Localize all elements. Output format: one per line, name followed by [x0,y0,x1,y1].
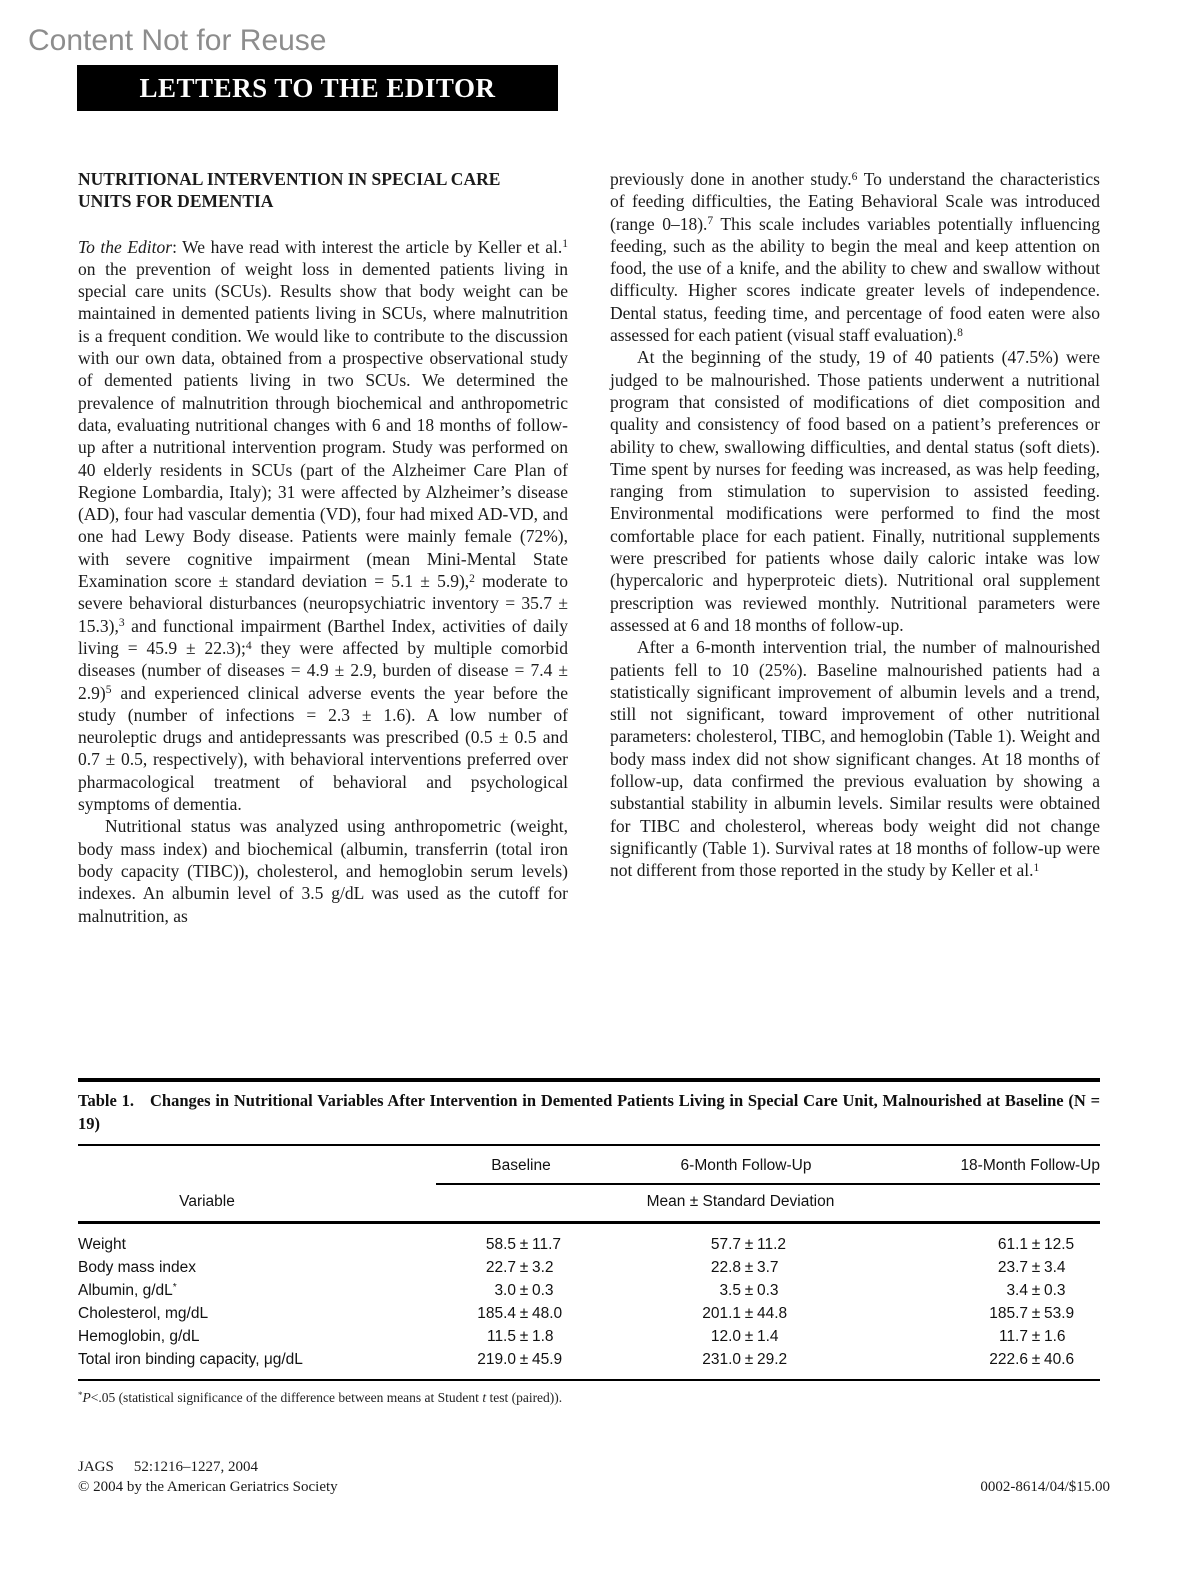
sd-value: 1.6 [1044,1328,1066,1345]
table-row [78,1348,1100,1371]
citation: 52:1216–1227, 2004 [133,1459,259,1475]
mean-value: 185.4 [477,1305,516,1322]
sd-value: 40.6 [1044,1351,1075,1368]
article-title: NUTRITIONAL INTERVENTION IN SPECIAL CARE UNITS FOR DEMENTIA [78,169,501,212]
baseline-value [436,1233,606,1256]
plus-minus: ± [519,1259,529,1276]
baseline-value [436,1302,606,1325]
mean-value: 185.7 [989,1305,1028,1322]
table-subheader-row [78,1185,1100,1221]
right-column [610,168,1100,927]
plus-minus: ± [519,1328,529,1345]
sd-value: 45.9 [532,1351,563,1368]
plus-minus: ± [744,1328,754,1345]
page-footer [78,1458,1110,1497]
sd-value: 53.9 [1044,1305,1075,1322]
mean-value: 58.5 [485,1236,516,1253]
plus-minus: ± [519,1305,529,1322]
watermark-text: Content Not for Reuse [28,24,327,57]
sd-value: 11.2 [757,1236,787,1253]
plus-minus: ± [519,1236,529,1253]
mean-value: 219.0 [477,1351,516,1368]
table-body [78,1224,1100,1379]
sd-value: 12.5 [1044,1236,1075,1253]
row-label: Cholesterol, mg/dL [78,1305,209,1322]
plus-minus: ± [744,1236,754,1253]
plus-minus: ± [744,1259,754,1276]
table-row [78,1302,1100,1325]
6month-value [606,1348,886,1371]
header-spacer [78,1157,436,1175]
18month-value [886,1302,1100,1325]
row-label: Body mass index [78,1259,197,1276]
row-label: Total iron binding capacity, μg/dL [78,1351,303,1368]
mean-value: 11.5 [486,1328,516,1345]
table-header-row [78,1146,1100,1183]
mean-value: 222.6 [989,1351,1028,1368]
plus-minus: ± [519,1282,529,1299]
banner-title: LETTERS TO THE EDITOR [139,72,496,103]
sd-value: 3.4 [1044,1259,1066,1276]
column-header-6month: 6-Month Follow-Up [680,1157,812,1174]
18month-value [886,1233,1100,1256]
mean-value: 3.4 [1006,1282,1028,1299]
mean-value: 23.7 [997,1259,1028,1276]
row-label: Weight [78,1236,126,1253]
issn-price: 0002-8614/04/$15.00 [980,1478,1110,1495]
sd-value: 1.8 [532,1328,554,1345]
plus-minus: ± [1031,1351,1041,1368]
mean-value: 11.7 [998,1328,1028,1345]
6month-value [606,1325,886,1348]
sd-value: 3.7 [757,1259,779,1276]
plus-minus: ± [744,1351,754,1368]
plus-minus: ± [519,1351,529,1368]
table-1 [78,1078,1100,1406]
6month-value [606,1279,886,1302]
sd-value: 29.2 [757,1351,788,1368]
plus-minus: ± [1031,1236,1041,1253]
mean-value: 12.0 [710,1328,741,1345]
mean-value: 22.8 [710,1259,741,1276]
sd-value: 11.7 [532,1236,562,1253]
18month-value [886,1325,1100,1348]
journal-abbrev: JAGS [78,1459,114,1475]
baseline-value [436,1348,606,1371]
article-body [78,168,1100,927]
footer-citation-line [78,1458,1110,1478]
plus-minus: ± [1031,1305,1041,1322]
plus-minus: ± [1031,1259,1041,1276]
plus-minus: ± [1031,1328,1041,1345]
table-caption [78,1082,1100,1144]
sd-value: 48.0 [532,1305,563,1322]
mean-value: 22.7 [485,1259,516,1276]
column-header-baseline: Baseline [491,1157,551,1174]
baseline-value [436,1256,606,1279]
sd-value: 3.2 [532,1259,554,1276]
baseline-value [436,1279,606,1302]
mean-value: 61.1 [997,1236,1028,1253]
18month-value [886,1348,1100,1371]
sd-value: 0.3 [1044,1282,1066,1299]
6month-value [606,1302,886,1325]
plus-minus: ± [1031,1282,1041,1299]
table-row [78,1256,1100,1279]
mean-value: 3.5 [719,1282,741,1299]
18month-value [886,1256,1100,1279]
paragraph: After a 6-month intervention trial, the number of malnourished patients fell to 10 (25%). Baseline malnourished patients had a statistically significant improvement of albumin levels and a trend, still not significant, toward improvement of other nutritional parameters: cholesterol, TIBC, and hemoglobin (Table 1). Weight and body mass index did not show significant changes. At 18 months of follow-up, data confirmed the previous evaluation by showing a substantial stability in albumin levels. Similar results were obtained for TIBC and cholesterol, whereas body weight did not change significantly (Table 1). Survival rates at 18 months of follow-up were not different from those reported in the study by Keller et al.$^1$ [610,637,1100,881]
baseline-value [436,1325,606,1348]
row-label: Hemoglobin, g/dL [78,1328,200,1345]
plus-minus: ± [744,1282,754,1299]
table-row [78,1233,1100,1256]
letters-banner [77,65,558,111]
table-row [78,1325,1100,1348]
6month-value [606,1233,886,1256]
paragraph: To the Editor: We have read with interest the article by Keller et al.$^1$ on the prevention of weight loss in demented patients living in special care units (SCUs). Results show that body weight can be maintained in demented patients living in SCUs, where malnutrition is a frequent condition. We would like to contribute to the discussion with our own data, obtained from a prospective observational study of demented patients living in two SCUs. We determined the prevalence of malnutrition through biochemical and anthropometric data, evaluating nutritional changes with 6 and 18 months of follow-up after a nutritional intervention program. Study was performed on 40 elderly residents in SCUs (part of the Alzheimer Care Plan of Regione Lombardia, Italy); 31 were affected by Alzheimer’s disease (AD), four had vascular dementia (VD), four had mixed AD-VD, and one had Lewy Body disease. Patients were mainly female (72%), with severe cognitive impairment (mean Mini-Mental State Examination score ± standard deviation = 5.1 ± 5.9),$^2$ moderate to severe behavioral disturbances (neuropsychiatric inventory = 35.7 ± 15.3),$^3$ and functional impairment (Barthel Index, activities of daily living = 45.9 ± 22.3);$^4$ they were affected by multiple comorbid diseases (number of diseases = 4.9 ± 2.9, burden of disease = 7.4 ± 2.9)$^5$ and experienced clinical adverse events the year before the study (number of infections = 2.3 ± 1.6). A low number of neuroleptic drugs and antidepressants was prescribed (0.5 ± 0.5 and 0.7 ± 0.5, respectively), with behavioral interventions preferred over pharmacological treatment of behavioral and psychological symptoms of dementia. [78,236,569,815]
6month-value [606,1256,886,1279]
mean-value: 3.0 [494,1282,516,1299]
sd-value: 0.3 [532,1282,554,1299]
mean-value: 57.7 [710,1236,741,1253]
18month-value [886,1279,1100,1302]
column-subheader-mean-sd: Mean ± Standard Deviation [646,1193,835,1210]
copyright: © 2004 by the American Geriatrics Society [78,1478,338,1495]
paragraph: previously done in another study.$^6$ To understand the characteristics of feeding difficulties, the Eating Behavioral Scale was introduced (range 0–18).$^7$ This scale includes variables potentially influencing feeding, such as the ability to begin the meal and keep attention on food, the use of a knife, and the ability to chew and swallow without difficulty. Higher scores indicate greater levels of independence. Dental status, feeding time, and percentage of food eaten were also assessed for each patient (visual staff evaluation).$^8$ [610,169,1100,346]
paragraph: At the beginning of the study, 19 of 40 patients (47.5%) were judged to be malnourished. Those patients underwent a nutritional program that consisted of modifications of diet composition and quality and consistency of food based on a patient’s preferences or ability to chew, swallowing difficulties, and dental status (soft diets). Time spent by nurses for feeding was increased, as was help feeding, ranging from stimulation to supervision to assisted feeding. Environmental modifications were performed to find the most comfortable place for each patient. Finally, nutritional supplements were prescribed for patients whose daily caloric intake was low (hypercaloric and hyperproteic diets). Nutritional oral supplement prescription was reviewed monthly. Nutritional parameters were assessed at 6 and 18 months of follow-up. [610,347,1100,635]
left-column [78,168,568,927]
paragraph: Nutritional status was analyzed using anthropometric (weight, body mass index) and biochemical (albumin, transferrin (total iron body capacity (TIBC)), cholesterol, and hemoglobin serum levels) indexes. An albumin level of 3.5 g/dL was used as the cutoff for malnutrition, as [78,816,568,926]
table-row [78,1279,1100,1302]
table-footnote: *P<.05 (statistical significance of the difference between means at Student t test (paired)). [78,1390,563,1405]
mean-value: 231.0 [702,1351,741,1368]
table-caption-text: Changes in Nutritional Variables After Intervention in Demented Patients Living in Special Care Unit, Malnourished at Baseline (N = 19) [78,1091,1100,1133]
mean-value: 201.1 [702,1305,741,1322]
table-caption-label: Table 1. [78,1091,134,1110]
sd-value: 44.8 [757,1305,788,1322]
column-header-variable: Variable [179,1193,235,1210]
row-label: Albumin, g/dL* [78,1282,177,1299]
sd-value: 0.3 [757,1282,779,1299]
plus-minus: ± [744,1305,754,1322]
sd-value: 1.4 [757,1328,779,1345]
column-header-18month: 18-Month Follow-Up [960,1157,1100,1174]
